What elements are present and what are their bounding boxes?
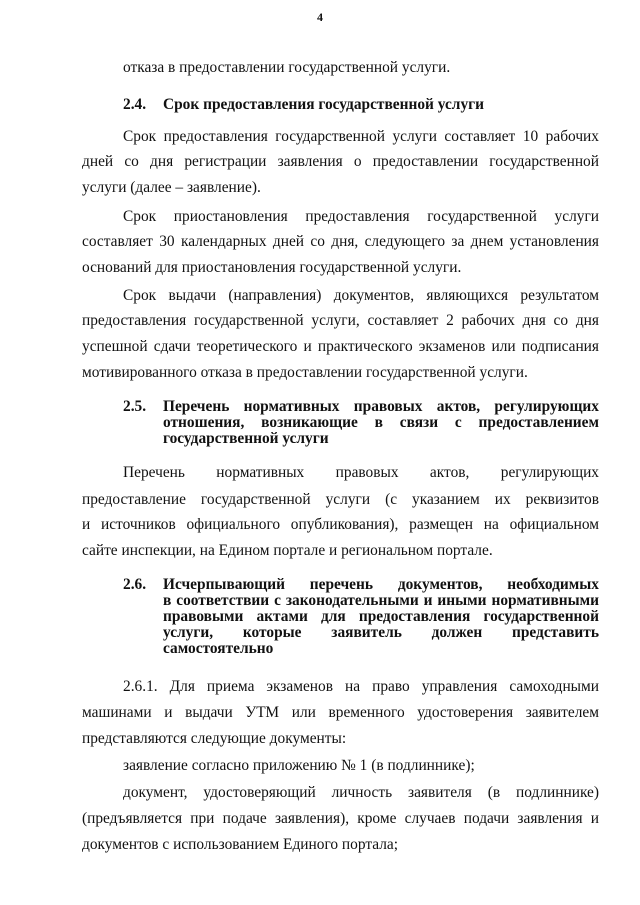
heading-line: отношения, возникающие в связи с предоставлением [163, 415, 599, 431]
heading-line: самостоятельно [163, 640, 274, 657]
text-line: услуги (далее – заявление). [82, 179, 261, 196]
text-line: (предъявляется при подаче заявления), кроме случаев подачи заявления и [82, 810, 599, 827]
text-line: заявление согласно приложению № 1 (в подлиннике); [123, 757, 475, 774]
heading-line: услуги, которые заявитель должен представить [163, 625, 599, 641]
text-line: предоставление государственной услуги (с указанием их реквизитов [82, 491, 599, 508]
text-line: 2.6.1. Для приема экзаменов на право управления самоходными [123, 678, 599, 695]
text-line: отказа в предоставлении государственной услуги. [123, 59, 451, 76]
section-title [163, 399, 599, 447]
text-line: Срок приостановления предоставления государственной услуги [123, 208, 599, 225]
heading-line: Исчерпывающий перечень документов, необходимых [163, 577, 599, 593]
section-title: Срок предоставления государственной услуги [163, 96, 484, 113]
heading-line: Перечень нормативных правовых актов, регулирующих [163, 399, 599, 415]
text-line: документ, удостоверяющий личность заявителя (в подлиннике) [123, 784, 599, 801]
text-line: представляются следующие документы: [82, 730, 347, 747]
text-line: и источников официального опубликования), размещен на официальном [82, 516, 599, 533]
section-number: 2.4. [123, 96, 147, 113]
text-line: дней со дня регистрации заявления о предоставлении государственной [82, 153, 599, 170]
text-line: документов с использованием Единого портала; [82, 836, 399, 853]
text-line: составляет 30 календарных дней со дня, следующего за днем установления [82, 233, 599, 250]
text-line: Срок выдачи (направления) документов, являющихся результатом [123, 287, 599, 304]
heading-line: государственной услуги [163, 430, 329, 447]
section-title [163, 577, 599, 657]
page-number: 4 [317, 10, 323, 24]
text-line: мотивированного отказа в предоставлении государственной услуги. [82, 364, 528, 381]
section-number: 2.6. [123, 576, 147, 593]
text-line: сайте инспекции, на Едином портале и региональном портале. [82, 542, 493, 559]
heading-line: в соответствии с законодательными и иными нормативными [163, 593, 599, 609]
text-line: Срок предоставления государственной услуги составляет 10 рабочих [123, 128, 599, 145]
section-number: 2.5. [123, 398, 147, 415]
heading-line: правовыми актами для предоставления государственной [163, 609, 599, 625]
text-line: оснований для приостановления государственной услуги. [82, 259, 462, 276]
text-line: успешной сдачи теоретического и практического экзаменов или подписания [82, 338, 599, 355]
text-line: предоставления государственной услуги, составляет 2 рабочих дня со дня [82, 312, 599, 329]
text-line: Перечень нормативных правовых актов, регулирующих [123, 464, 599, 481]
text-line: машинами и выдачи УТМ или временного удостоверения заявителем [82, 704, 599, 721]
